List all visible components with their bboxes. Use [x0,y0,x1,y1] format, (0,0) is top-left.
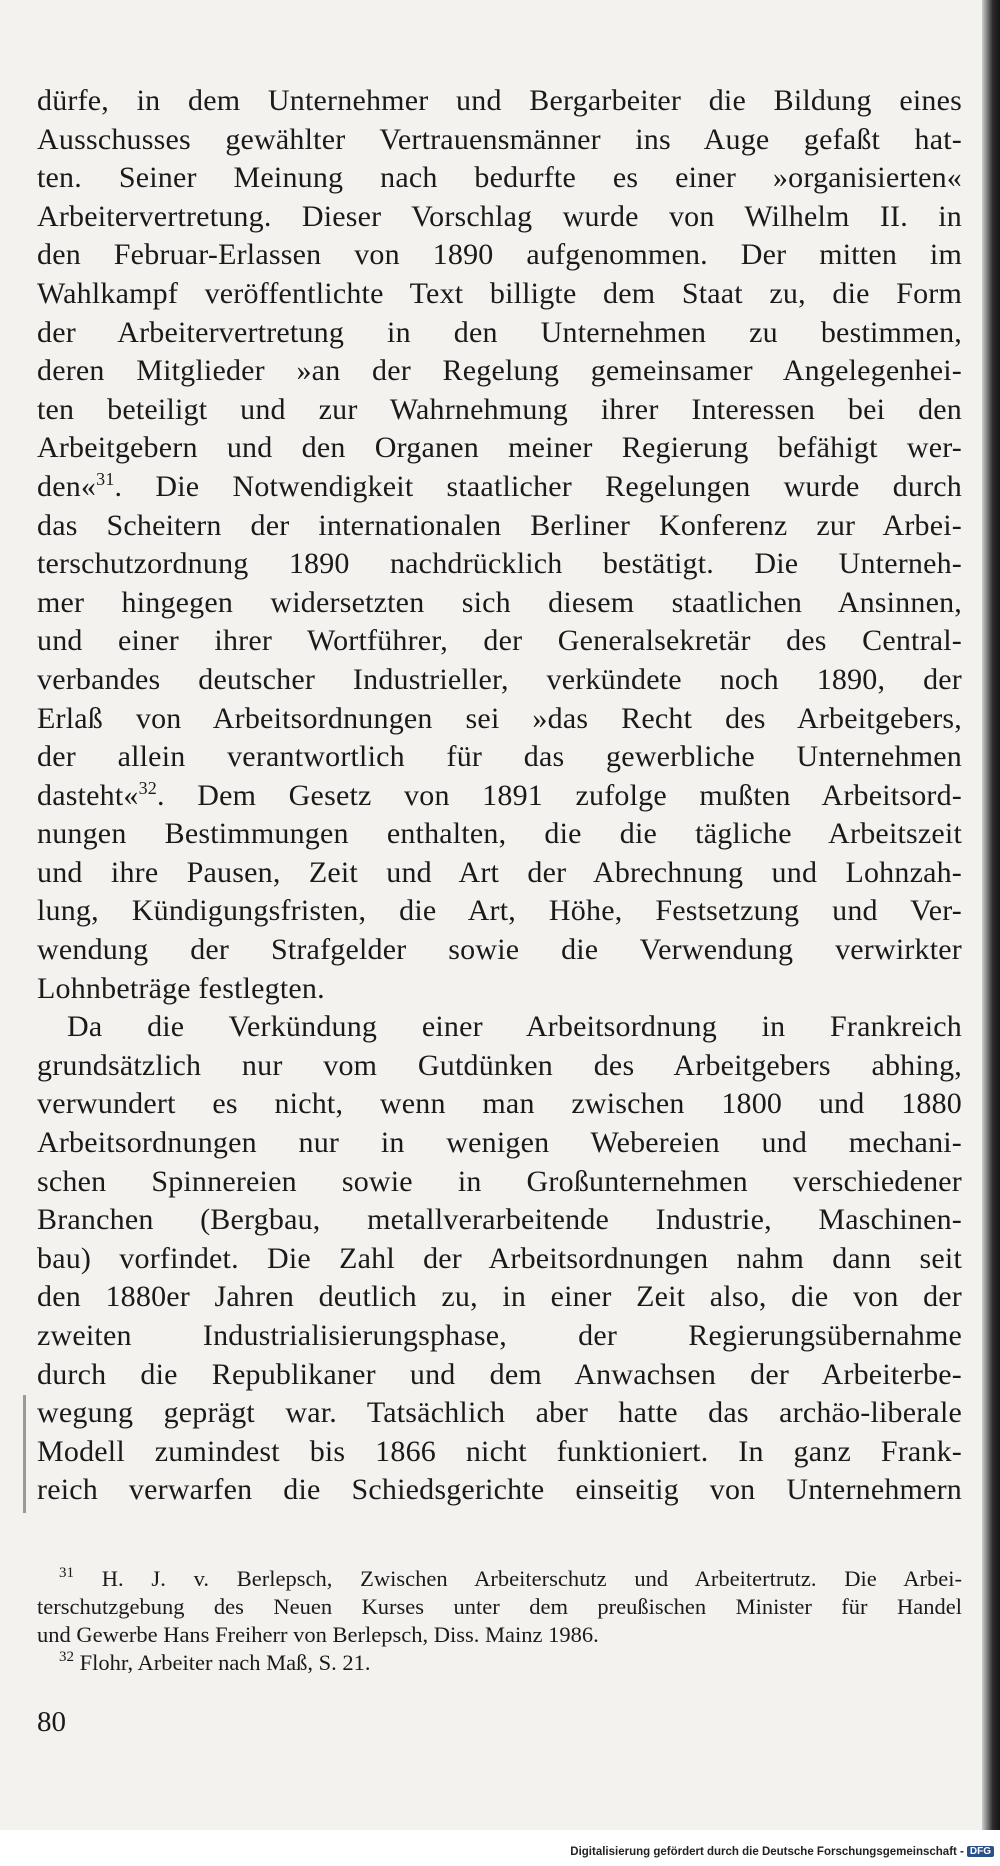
body-line: ten. Seiner Meinung nach bedurfte es einer »organisierten« [37,161,962,195]
body-line: lung, Kündigungsfristen, die Art, Höhe, Festsetzung und Ver- [37,894,962,928]
body-line: Ausschusses gewählter Vertrauensmänner ins Auge gefaßt hat- [37,122,962,156]
body-line: den Februar-Erlassen von 1890 aufgenommen. Der mitten im [37,238,962,272]
body-line: Arbeitgebern und den Organen meiner Regierung befähigt wer- [37,431,962,465]
body-line: den 1880er Jahren deutlich zu, in einer Zeit also, die von der [37,1280,962,1314]
body-line: wegung geprägt war. Tatsächlich aber hatte das archäo-liberale [37,1396,962,1430]
body-line: und einer ihrer Wortführer, der Generalsekretär des Central- [37,624,962,658]
body-line: Arbeitervertretung. Dieser Vorschlag wurde von Wilhelm II. in [37,199,962,233]
body-line-with-footnote-31 [37,468,962,507]
page-number: 80 [37,1706,66,1738]
body-line-with-footnote-32 [37,777,962,816]
footnote-31-text: H. J. v. Berlepsch, Zwischen Arbeiterschutz und Arbeitertrutz. Die Arbei- [101,1566,962,1591]
body-text-fragment: den« [37,469,97,503]
body-line: Arbeitsordnungen nur in wenigen Webereien und mechani- [37,1126,962,1160]
body-text-fragment: . Dem Gesetz von 1891 zufolge mußten Arbeitsord- [156,778,962,812]
footnote-32-text: Flohr, Arbeiter nach Maß, S. 21. [79,1650,371,1675]
dfg-logo: DFG [967,1846,994,1857]
body-line: terschutzordnung 1890 nachdrücklich bestätigt. Die Unterneh- [37,547,962,581]
body-line: verwundert es nicht, wenn man zwischen 1800 und 1880 [37,1087,962,1121]
body-line: bau) vorfindet. Die Zahl der Arbeitsordnungen nahm dann seit [37,1241,962,1275]
body-line: und ihre Pausen, Zeit und Art der Abrechnung und Lohnzah- [37,855,962,889]
credit-text: Digitalisierung gefördert durch die Deutsche Forschungsgemeinschaft - [570,1846,964,1858]
footnote-32 [37,1649,962,1677]
footnote-31-line: und Gewerbe Hans Freiherr von Berlepsch, Diss. Mainz 1986. [37,1622,599,1647]
body-line: das Scheitern der internationalen Berliner Konferenz zur Arbei- [37,508,962,542]
body-line-paragraph-start: Da die Verkündung einer Arbeitsordnung in Frankreich [67,1010,962,1044]
footnote-ref-32: 32 [138,777,157,798]
body-line: durch die Republikaner und dem Anwachsen der Arbeiterbe- [37,1357,962,1391]
footnote-31-marker: 31 [59,1565,74,1581]
body-line: zweiten Industrialisierungsphase, der Regierungsübernahme [37,1319,962,1352]
digitization-footer [0,1830,1000,1866]
body-line: schen Spinnereien sowie in Großunternehmen verschiedener [37,1164,962,1198]
body-line: Wahlkampf veröffentlichte Text billigte dem Staat zu, die Form [37,276,962,310]
body-line: Branchen (Bergbau, metallverarbeitende Industrie, Maschinen- [37,1203,962,1237]
footnote-31-line: terschutzgebung des Neuen Kurses unter dem preußischen Minister für Handel [37,1594,962,1619]
footnote-31-first-line [37,1565,962,1593]
body-line: nungen Bestimmungen enthalten, die die tägliche Arbeitszeit [37,817,962,851]
body-line: dürfe, in dem Unternehmer und Bergarbeiter die Bildung eines [37,84,962,117]
body-line-paragraph-end: Lohnbeträge festlegten. [37,971,325,1005]
footnote-ref-31: 31 [96,468,115,489]
body-line: verbandes deutscher Industrieller, verkündete noch 1890, der [37,662,962,696]
body-line: mer hingegen widersetzten sich diesem staatlichen Ansinnen, [37,585,962,619]
body-line: reich verwarfen die Schiedsgerichte einseitig von Unternehmern [37,1473,962,1507]
footnotes [37,1565,962,1677]
body-line: grundsätzlich nur vom Gutdünken des Arbeitgebers abhing, [37,1048,962,1082]
scan-page-edge-shadow [982,0,1000,1830]
body-line: deren Mitglieder »an der Regelung gemeinsamer Angelegenhei- [37,354,962,388]
body-line: der Arbeitervertretung in den Unternehmen zu bestimmen, [37,315,962,349]
scan-margin-mark [23,1395,26,1513]
footnote-32-marker: 32 [59,1649,74,1665]
body-line: ten beteiligt und zur Wahrnehmung ihrer Interessen bei den [37,392,962,426]
body-text-fragment: . Die Notwendigkeit staatlicher Regelungen wurde durch [114,469,962,503]
body-text-fragment: dasteht« [37,778,139,812]
body-line: der allein verantwortlich für das gewerbliche Unternehmen [37,740,962,774]
main-body-text [37,82,962,1510]
body-line: Erlaß von Arbeitsordnungen sei »das Recht des Arbeitgebers, [37,701,962,735]
digitization-credit [570,1846,994,1858]
body-line: wendung der Strafgelder sowie die Verwendung verwirkter [37,933,962,967]
body-line: Modell zumindest bis 1866 nicht funktioniert. In ganz Frank- [37,1434,962,1468]
